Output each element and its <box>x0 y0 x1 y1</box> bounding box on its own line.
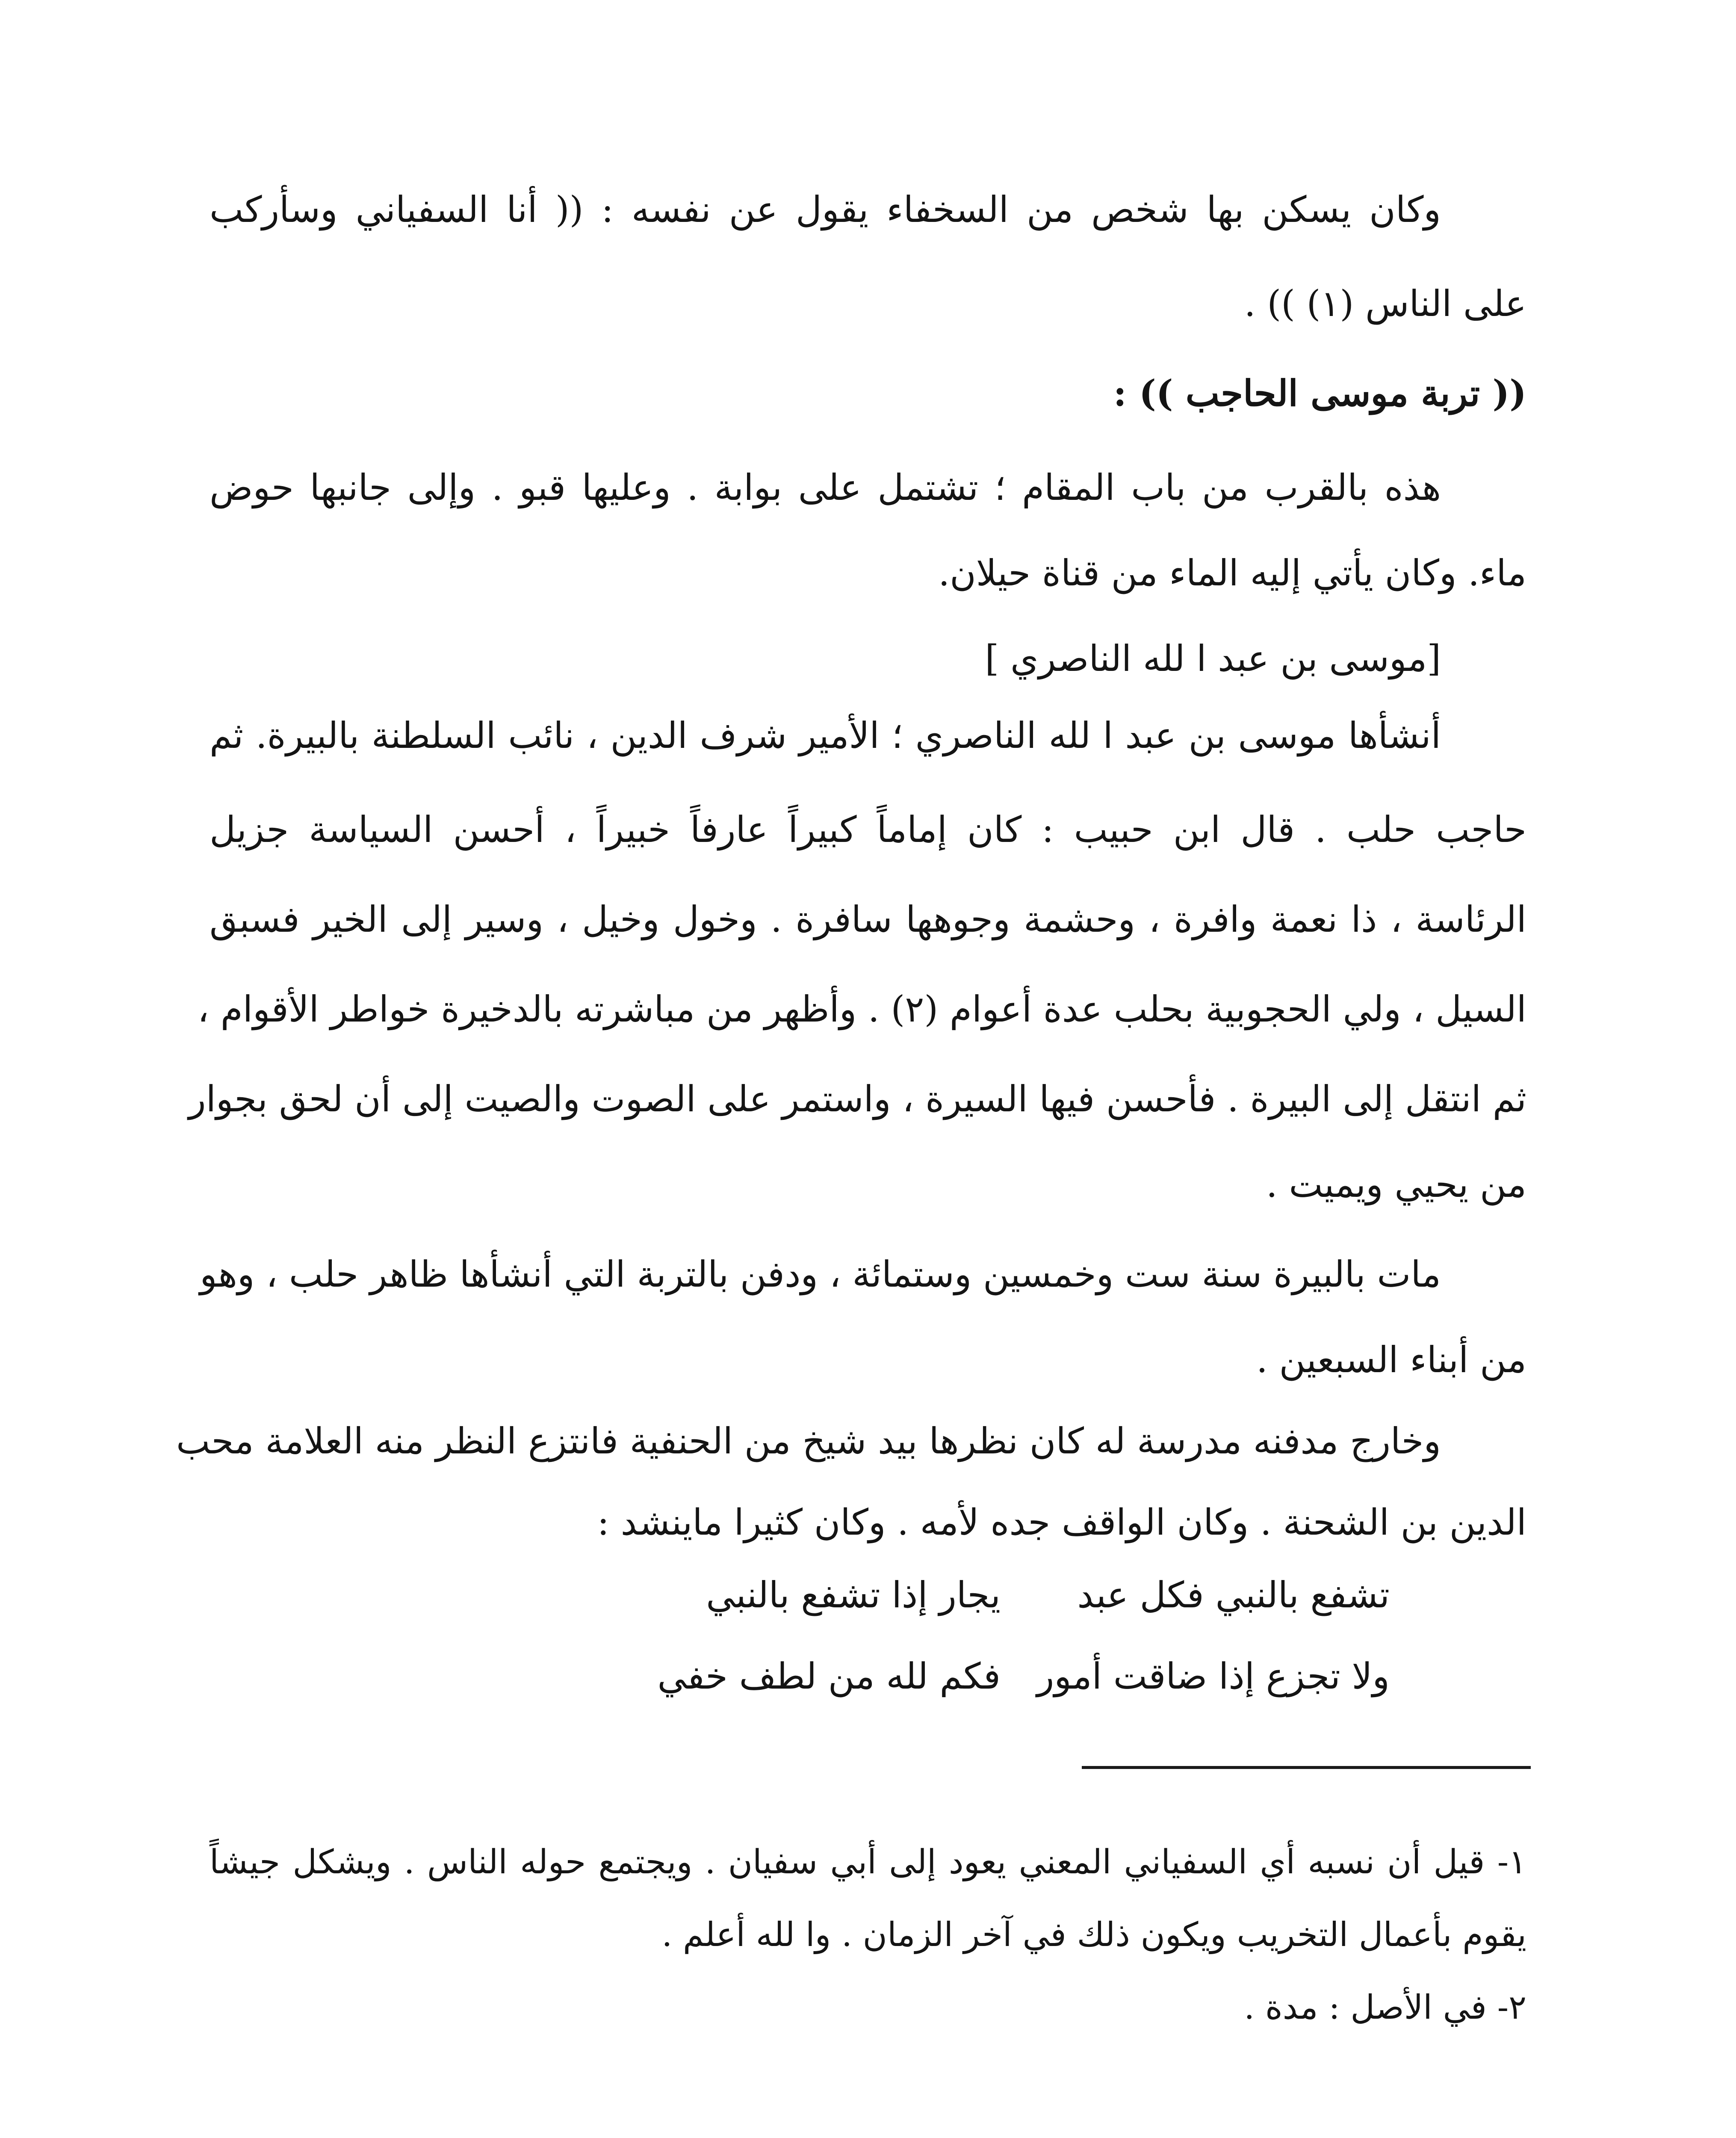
verse-hemistich: ولا تجزع إذا ضاقت أمور <box>1036 1655 1390 1697</box>
footnote-line: يقوم بأعمال التخريب ويكون ذلك في آخر الزمان . وا لله أعلم . <box>661 1916 1526 1954</box>
paragraph-line: السيل ، ولي الحجوبية بحلب عدة أعوام (٢) . وأظهر من مباشرته بالدخيرة خواطر الأقوام ، <box>197 988 1526 1030</box>
footnote-line: ١- قيل أن نسبه أي السفياني المعني يعود إلى أبي سفيان . ويجتمع حوله الناس . ويشكل جيشاً <box>210 1843 1526 1881</box>
section-heading: (( تربة موسى الحاجب )) : <box>1113 372 1526 414</box>
paragraph-line: وخارج مدفنه مدرسة له كان نظرها بيد شيخ من الحنفية فانتزع النظر منه العلامة محب <box>176 1420 1441 1462</box>
paragraph-line: مات بالبيرة سنة ست وخمسين وستمائة ، ودفن بالتربة التي أنشأها ظاهر حلب ، وهو <box>200 1253 1441 1295</box>
footnote-line: ٢- في الأصل : مدة . <box>1244 1988 1526 2027</box>
paragraph-line: من يحيي ويميت . <box>1266 1163 1526 1205</box>
verse-hemistich: تشفع بالنبي فكل عبد <box>1077 1574 1390 1616</box>
paragraph-line: الرئاسة ، ذا نعمة وافرة ، وحشمة وجوهها سافرة . وخول وخيل ، وسير إلى الخير فسبق <box>210 898 1526 940</box>
paragraph-line: ماء. وكان يأتي إليه الماء من قناة حيلان. <box>938 552 1526 594</box>
paragraph-line: الدين بن الشحنة . وكان الواقف جده لأمه . وكان كثيرا ماينشد : <box>597 1501 1526 1543</box>
paragraph-line: من أبناء السبعين . <box>1256 1339 1526 1381</box>
paragraph-line: حاجب حلب . قال ابن حبيب : كان إماماً كبيراً عارفاً خبيراً ، أحسن السياسة جزيل <box>210 809 1526 850</box>
paragraph-line: هذه بالقرب من باب المقام ؛ تشتمل على بوابة . وعليها قبو . وإلى جانبها حوض <box>210 467 1441 508</box>
paragraph-line: ثم انتقل إلى البيرة . فأحسن فيها السيرة ، واستمر على الصوت والصيت إلى أن لحق بجوار <box>189 1078 1526 1120</box>
paragraph-line: على الناس (١) )) . <box>1244 283 1526 325</box>
footnote-separator <box>1082 1766 1531 1769</box>
paragraph-line: أنشأها موسى بن عبد ا لله الناصري ؛ الأمير شرف الدين ، نائب السلطنة بالبيرة. ثم <box>210 715 1441 756</box>
paragraph-line: وكان يسكن بها شخص من السخفاء يقول عن نفسه : (( أنا السفياني وسأركب <box>210 189 1441 230</box>
person-name-note: [موسى بن عبد ا لله الناصري ] <box>985 638 1441 679</box>
verse-hemistich: يجار إذا تشفع بالنبي <box>706 1574 1001 1616</box>
verse-hemistich: فكم لله من لطف خفي <box>657 1655 1001 1697</box>
